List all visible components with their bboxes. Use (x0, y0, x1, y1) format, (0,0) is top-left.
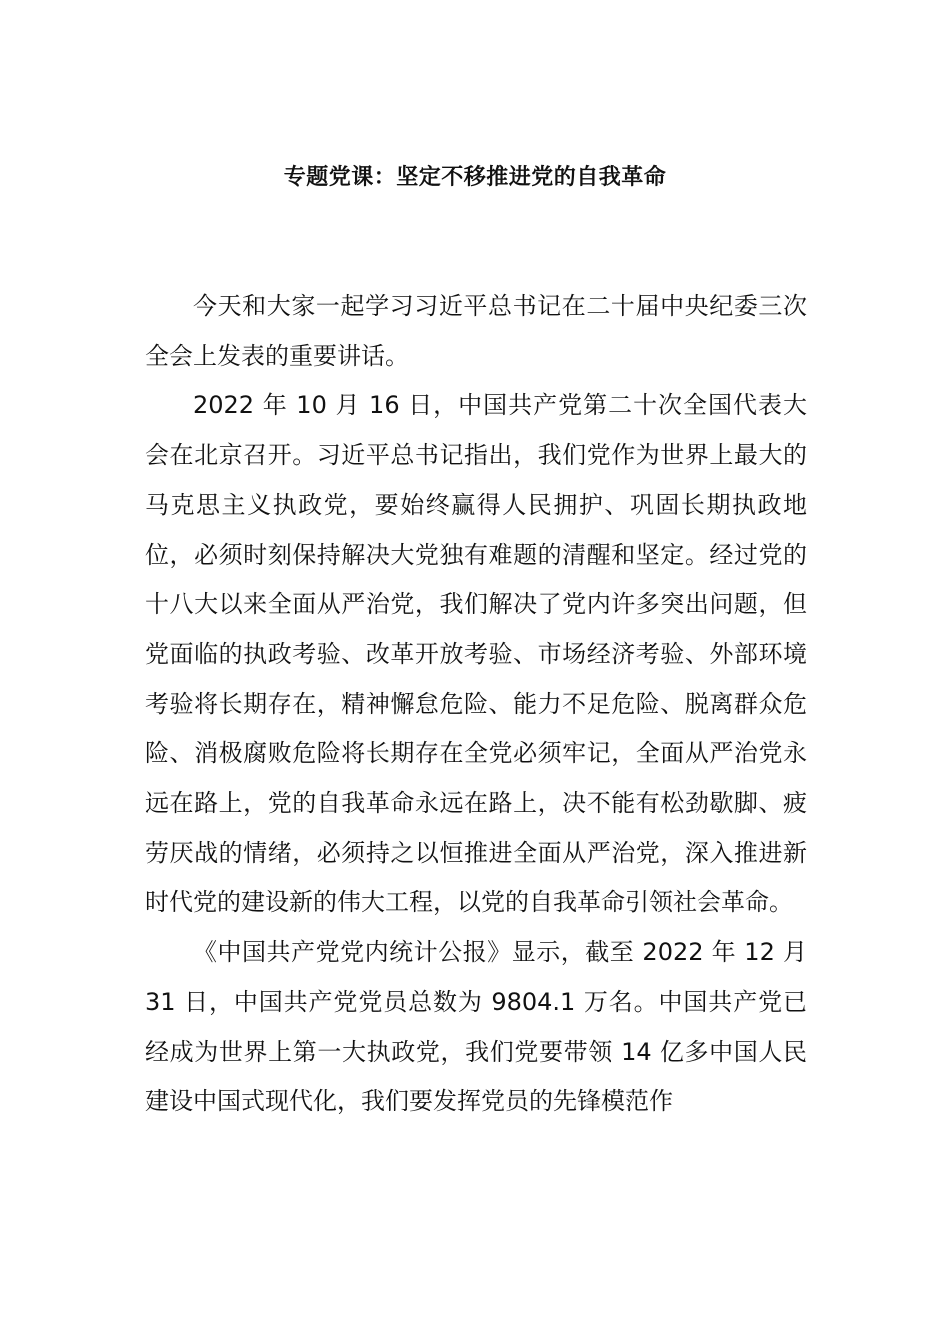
document-title: 专题党课：坚定不移推进党的自我革命 (283, 165, 667, 190)
paragraph-congress: 2022 年 10 月 16 日，中国共产党第二十次全国代表大会在北京召开。习近平总书记指出，我们党作为世界上最大的马克思主义执政党，要始终赢得人民拥护、巩固长期执政地位，必须时刻保持解决大党独有难题的清醒和坚定。经过党的十八大以来全面从严治党，我们解决了党内许多突出问题，但党面临的执政考验、改革开放考验、市场经济考验、外部环境考验将长期存在，精神懈怠危险、能力不足危险、脱离群众危险、消极腐败危险将长期存在全党必须牢记，全面从严治党永远在路上，党的自我革命永远在路上，决不能有松劲歇脚、疲劳厌战的情绪，必须持之以恒推进全面从严治党，深入推进新时代党的建设新的伟大工程，以党的自我革命引领社会革命。 (145, 391, 807, 917)
paragraph-statistics: 《中国共产党党内统计公报》显示，截至 2022 年 12 月 31 日，中国共产党党员总数为 9804.1 万名。中国共产党已经成为世界上第一大执政党，我们党要带领 14 亿多中国人民建设中国式现代化，我们要发挥党员的先锋模范作 (145, 938, 807, 1116)
paragraph-intro: 今天和大家一起学习习近平总书记在二十届中央纪委三次全会上发表的重要讲话。 (145, 292, 807, 370)
document-body (145, 282, 807, 1127)
